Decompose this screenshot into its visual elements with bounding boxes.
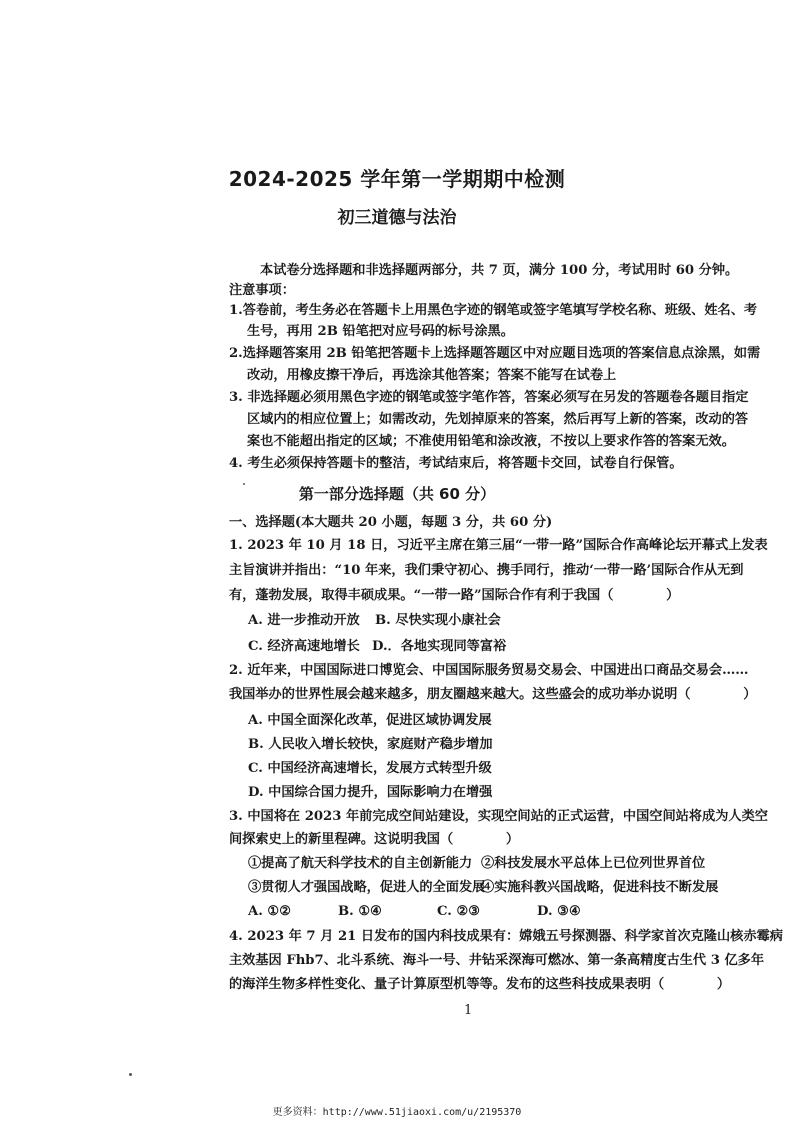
q1-option-a[interactable]: A. 进一步推动开放 bbox=[248, 613, 360, 628]
exam-intro: 本试卷分选择题和非选择题两部分，共 7 页，满分 100 分，考试用时 60 分钟。 bbox=[260, 263, 739, 278]
q3-option-b[interactable]: B. ①④ bbox=[338, 904, 382, 919]
notice-item-1-line-1: 1.答卷前，考生务必在答题卡上用黑色字迹的钢笔或签字笔填写学校名称、班级、姓名、考 bbox=[229, 303, 758, 318]
q1-line-3: 有，蓬勃发展，取得丰硕成果。“一带一路”国际合作有利于我国（ ） bbox=[229, 588, 680, 603]
q2-option-b[interactable]: B. 人民收入增长较快，家庭财产稳步增加 bbox=[248, 737, 493, 752]
notice-item-3-line-3: 案也不能超出指定的区域；不准使用铅笔和涂改液，不按以上要求作答的答案无效。 bbox=[247, 434, 735, 449]
q3-option-a[interactable]: A. ①② bbox=[248, 904, 292, 919]
part1-title: 第一部分选择题（共 60 分） bbox=[298, 485, 496, 503]
q3-line-1: 3. 中国将在 2023 年前完成空间站建设，实现空间站的正式运营，中国空间站将成为人类空 bbox=[229, 809, 768, 824]
q3-statement-1: ①提高了航天科学技术的自主创新能力 bbox=[248, 856, 473, 871]
q4-line-3: 的海洋生物多样性变化、量子计算原型机等等。发布的这些科技成果表明（ ） bbox=[229, 977, 731, 992]
q1-line-2: 主旨演讲并指出：“10 年来，我们秉守初心、携手同行，推动‘一带一路’国际合作从无到 bbox=[229, 563, 744, 578]
q4-line-2: 主效基因 Fhb7、北斗系统、海斗一号、井钻采深海可燃冰、第一条高精度古生代 3 亿多年 bbox=[229, 953, 765, 968]
q3-statement-2: ②科技发展水平总体上已位列世界首位 bbox=[481, 856, 706, 871]
exam-title: 2024-2025 学年第一学期期中检测 bbox=[228, 167, 566, 191]
q1-option-c[interactable]: C. 经济高速地增长 bbox=[248, 639, 360, 654]
q2-option-c[interactable]: C. 中国经济高速增长，发展方式转型升级 bbox=[248, 761, 492, 776]
scan-speck bbox=[129, 1073, 132, 1076]
notice-item-1-line-2: 生号，再用 2B 铅笔把对应号码的标号涂黑。 bbox=[247, 324, 514, 339]
notice-item-2-line-2: 改动，用橡皮擦干净后，再选涂其他答案；答案不能写在试卷上 bbox=[247, 368, 617, 383]
footer-source-link[interactable]: 更多资料：http://www.51jiaoxi.com/u/2195370 bbox=[272, 1107, 522, 1118]
q2-line-1: 2. 近年来，中国国际进口博览会、中国国际服务贸易交易会、中国进出口商品交易会…… bbox=[229, 663, 749, 678]
q1-option-b[interactable]: B. 尽快实现小康社会 bbox=[375, 613, 501, 628]
notice-item-4: 4. 考生必须保持答题卡的整洁，考试结束后，将答题卡交回，试卷自行保管。 bbox=[229, 456, 683, 471]
q2-line-2: 我国举办的世界性展会越来越多，朋友圈越来越大。这些盛会的成功举办说明（ ） bbox=[229, 687, 757, 702]
q3-line-2: 间探索史上的新里程碑。这说明我国（ ） bbox=[229, 832, 520, 847]
q1-option-d[interactable]: D.．各地实现同等富裕 bbox=[372, 639, 507, 654]
exam-subject: 初三道德与法治 bbox=[337, 208, 457, 228]
notice-item-3-line-2: 区域内的相应位置上；如需改动，先划掉原来的答案，然后再写上新的答案，改动的答 bbox=[247, 412, 749, 427]
scan-speck bbox=[243, 483, 245, 485]
notice-label: 注意事项： bbox=[229, 283, 295, 298]
q1-line-1: 1. 2023 年 10 月 18 日，习近平主席在第三届“一带一路”国际合作高峰论坛开幕式上发表 bbox=[229, 538, 768, 553]
q2-option-d[interactable]: D. 中国综合国力提升，国际影响力在增强 bbox=[248, 785, 493, 800]
q3-option-d[interactable]: D. ③④ bbox=[537, 904, 581, 919]
notice-item-2-line-1: 2.选择题答案用 2B 铅笔把答题卡上选择题答题区中对应题目选项的答案信息点涂黑，如需 bbox=[229, 346, 761, 361]
q4-line-1: 4. 2023 年 7 月 21 日发布的国内科技成果有：嫦娥五号探测器、科学家首次克隆山核赤霉病 bbox=[229, 929, 783, 944]
q2-option-a[interactable]: A. 中国全面深化改革，促进区域协调发展 bbox=[248, 713, 492, 728]
q3-statement-3: ③贯彻人才强国战略，促进人的全面发展 bbox=[248, 880, 486, 895]
part1-instruction: 一、选择题(本大题共 20 小题，每题 3 分，共 60 分) bbox=[229, 515, 553, 530]
q3-statement-4: ④实施科教兴国战略，促进科技不断发展 bbox=[481, 880, 719, 895]
notice-item-3-line-1: 3. 非选择题必须用黑色字迹的钢笔或签字笔作答，答案必须写在另发的答题卷各题目指定 bbox=[229, 390, 749, 405]
page-number: 1 bbox=[464, 1003, 473, 1018]
q3-option-c[interactable]: C. ②③ bbox=[437, 904, 481, 919]
